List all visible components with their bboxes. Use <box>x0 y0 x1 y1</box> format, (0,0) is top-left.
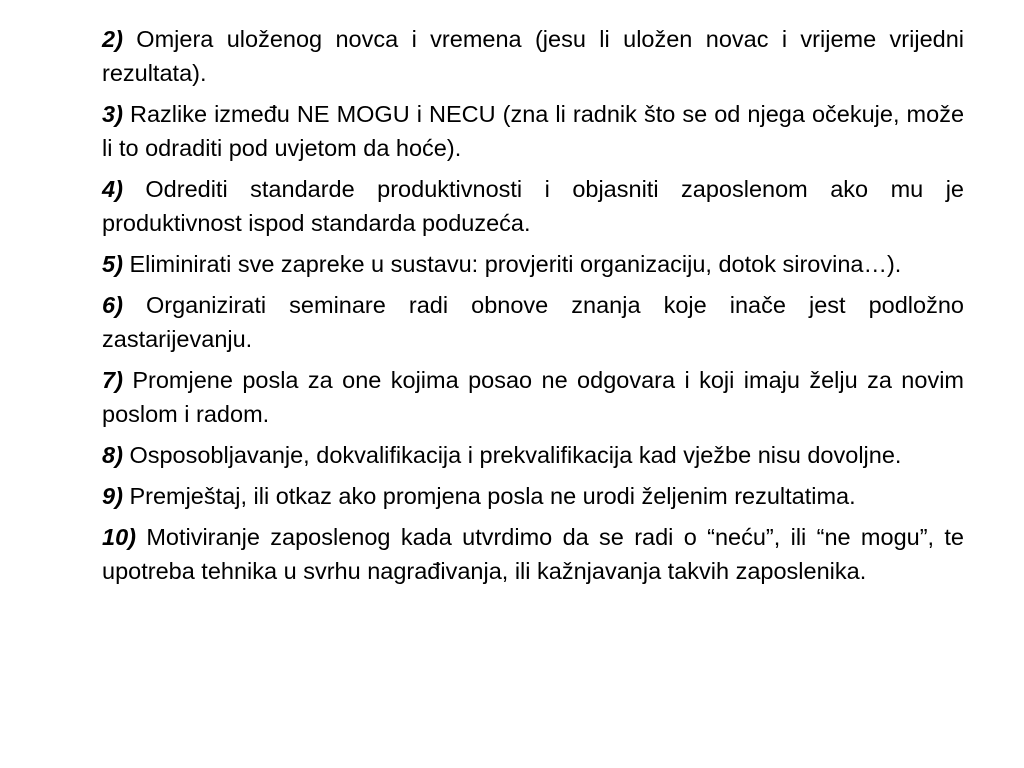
item-number: 10) <box>102 524 136 550</box>
list-item <box>102 172 964 240</box>
list-item <box>102 438 964 472</box>
item-number: 6) <box>102 292 123 318</box>
item-text: Motiviranje zaposlenog kada utvrdimo da se radi o “neću”, ili “ne mogu”, te upotreba tehnika u svrhu nagrađivanja, ili kažnjavanja takvih zaposlenika. <box>102 524 964 584</box>
list-item <box>102 479 964 513</box>
slide-content <box>102 22 964 595</box>
item-number: 7) <box>102 367 123 393</box>
item-text: Osposobljavanje, dokvalifikacija i prekvalifikacija kad vježbe nisu dovoljne. <box>129 442 902 468</box>
item-number: 3) <box>102 101 123 127</box>
list-item <box>102 363 964 431</box>
item-number: 9) <box>102 483 123 509</box>
item-text: Razlike između NE MOGU i NECU (zna li radnik što se od njega očekuje, može li to odraditi pod uvjetom da hoće). <box>102 101 965 161</box>
list-item <box>102 247 964 281</box>
item-text: Organizirati seminare radi obnove znanja koje inače jest podložno zastarijevanju. <box>102 292 964 352</box>
list-item <box>102 288 964 356</box>
item-text: Promjene posla za one kojima posao ne odgovara i koji imaju želju za novim poslom i radom. <box>102 367 964 427</box>
item-text: Omjera uloženog novca i vremena (jesu li uložen novac i vrijeme vrijedni rezultata). <box>102 26 964 86</box>
item-text: Eliminirati sve zapreke u sustavu: provjeriti organizaciju, dotok sirovina…). <box>129 251 902 277</box>
item-number: 5) <box>102 251 123 277</box>
list-item <box>102 520 964 588</box>
item-number: 8) <box>102 442 123 468</box>
item-text: Premještaj, ili otkaz ako promjena posla ne urodi željenim rezultatima. <box>129 483 856 509</box>
item-number: 2) <box>102 26 123 52</box>
item-text: Odrediti standarde produktivnosti i objasniti zaposlenom ako mu je produktivnost ispod standarda poduzeća. <box>102 176 965 236</box>
list-item <box>102 97 964 165</box>
item-number: 4) <box>102 176 123 202</box>
list-item <box>102 22 964 90</box>
